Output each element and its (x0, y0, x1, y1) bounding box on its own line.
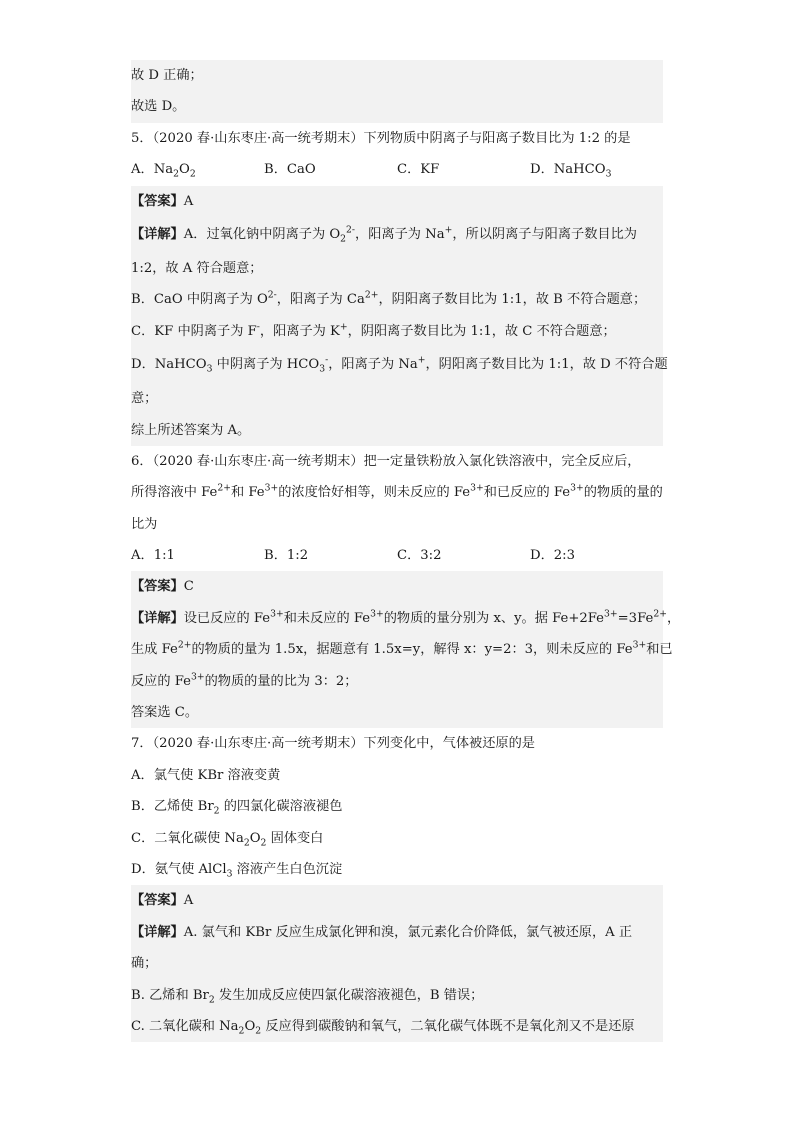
text-line: 【答案】A (131, 186, 663, 217)
text-line: 故选 D。 (131, 91, 663, 122)
text-line: B．乙烯使 $Br_2$ 的四氯化碳溶液褪色 (131, 799, 343, 817)
text-line: 6．（2020 春·山东枣庄·高一统考期末）把一定量铁粉放入氯化铁溶液中，完全反应后， (131, 453, 641, 469)
text-line: 答案选 C。 (131, 697, 663, 728)
text-line: 意； (131, 383, 663, 414)
text-line: 所得溶液中 $Fe^{2+}$和 $Fe^{3+}$的浓度恰好相等，则未反应的 $Fe^{3+}$和已反应的 $Fe^{3+}$的物质的量的 (131, 482, 663, 501)
text-line: 【答案】C (131, 571, 663, 602)
text-line: B. 乙烯和 $Br_2$ 发生加成反应使四氯化碳溶液褪色，B 错误； (131, 980, 663, 1011)
text-line: C. 二氧化碳和 $Na_2O_2$ 反应得到碳酸钠和氧气，二氧化碳气体既不是氧化剂又不是还原 (131, 1011, 663, 1042)
choice-option: C．KF (397, 162, 440, 178)
text-line: D．NaHCO$_3$ 中阴离子为 $HCO_3^-$，阳离子为 Na+，阴阳离子数目比为 1:1，故 D 不符合题 (131, 347, 663, 383)
text-line: B．CaO 中阴离子为 $O^{2-}$，阳离子为 $Ca^{2+}$，阴阳离子数目比为 1:1，故 B 不符合题意； (131, 284, 663, 315)
choice-row (131, 540, 663, 571)
text-line: 【详解】A. 氯气和 KBr 反应生成氯化钾和溴，氯元素化合价降低，氯气被还原，A 正 (131, 917, 663, 948)
choice-option: C．3:2 (397, 548, 442, 564)
choice-option: B．1:2 (264, 548, 309, 564)
choice-option: A．$Na_2O_2$ (131, 162, 196, 180)
document-page (131, 60, 681, 1042)
text-line: C．二氧化碳使 $Na_2O_2$ 固体变白 (131, 830, 324, 849)
choice-option: D．2:3 (530, 548, 575, 564)
text-line: 生成 $Fe^{2+}$的物质的量为 1.5x，据题意有 1.5x=y，解得 x：y=2：3，则未反应的 $Fe^{3+}$和已 (131, 634, 663, 665)
text-line: 【答案】A (131, 885, 663, 916)
choice-option: D．NaHCO$_3$ (530, 162, 612, 180)
text-line: A．氯气使 KBr 溶液变黄 (131, 767, 281, 783)
text-line: 综上所述答案为 A。 (131, 415, 663, 446)
text-line: 1:2，故 A 符合题意； (131, 253, 663, 284)
text-line: 7．（2020 春·山东枣庄·高一统考期末）下列变化中，气体被还原的是 (131, 736, 535, 752)
choice-option: B．CaO (264, 162, 316, 178)
text-line: 【详解】A．过氧化钠中阴离子为 $O_2^{2-}$，阳离子为 Na+，所以阴离子与阳离子数目比为 (131, 217, 663, 253)
text-line: 故 D 正确； (131, 60, 663, 91)
text-line: 反应的 $Fe^{3+}$的物质的量的比为 3：2； (131, 666, 663, 697)
choice-option: A．1:1 (131, 548, 175, 564)
text-line: 【详解】设已反应的 $Fe^{3+}$和未反应的 $Fe^{3+}$的物质的量分别为 x、y。据 $Fe+2Fe^{3+}=3Fe^{2+}$， (131, 603, 663, 634)
text-line: 确； (131, 948, 663, 979)
text-line: C．KF 中阴离子为 F-，阳离子为 K+，阴阳离子数目比为 1:1，故 C 不符合题意； (131, 316, 663, 347)
choice-row (131, 154, 663, 185)
text-line: 比为 (131, 516, 158, 532)
text-line: D．氨气使 AlCl$_3$ 溶液产生白色沉淀 (131, 861, 343, 880)
text-line: 5．（2020 春·山东枣庄·高一统考期末）下列物质中阴离子与阳离子数目比为 1:2 的是 (131, 130, 631, 146)
